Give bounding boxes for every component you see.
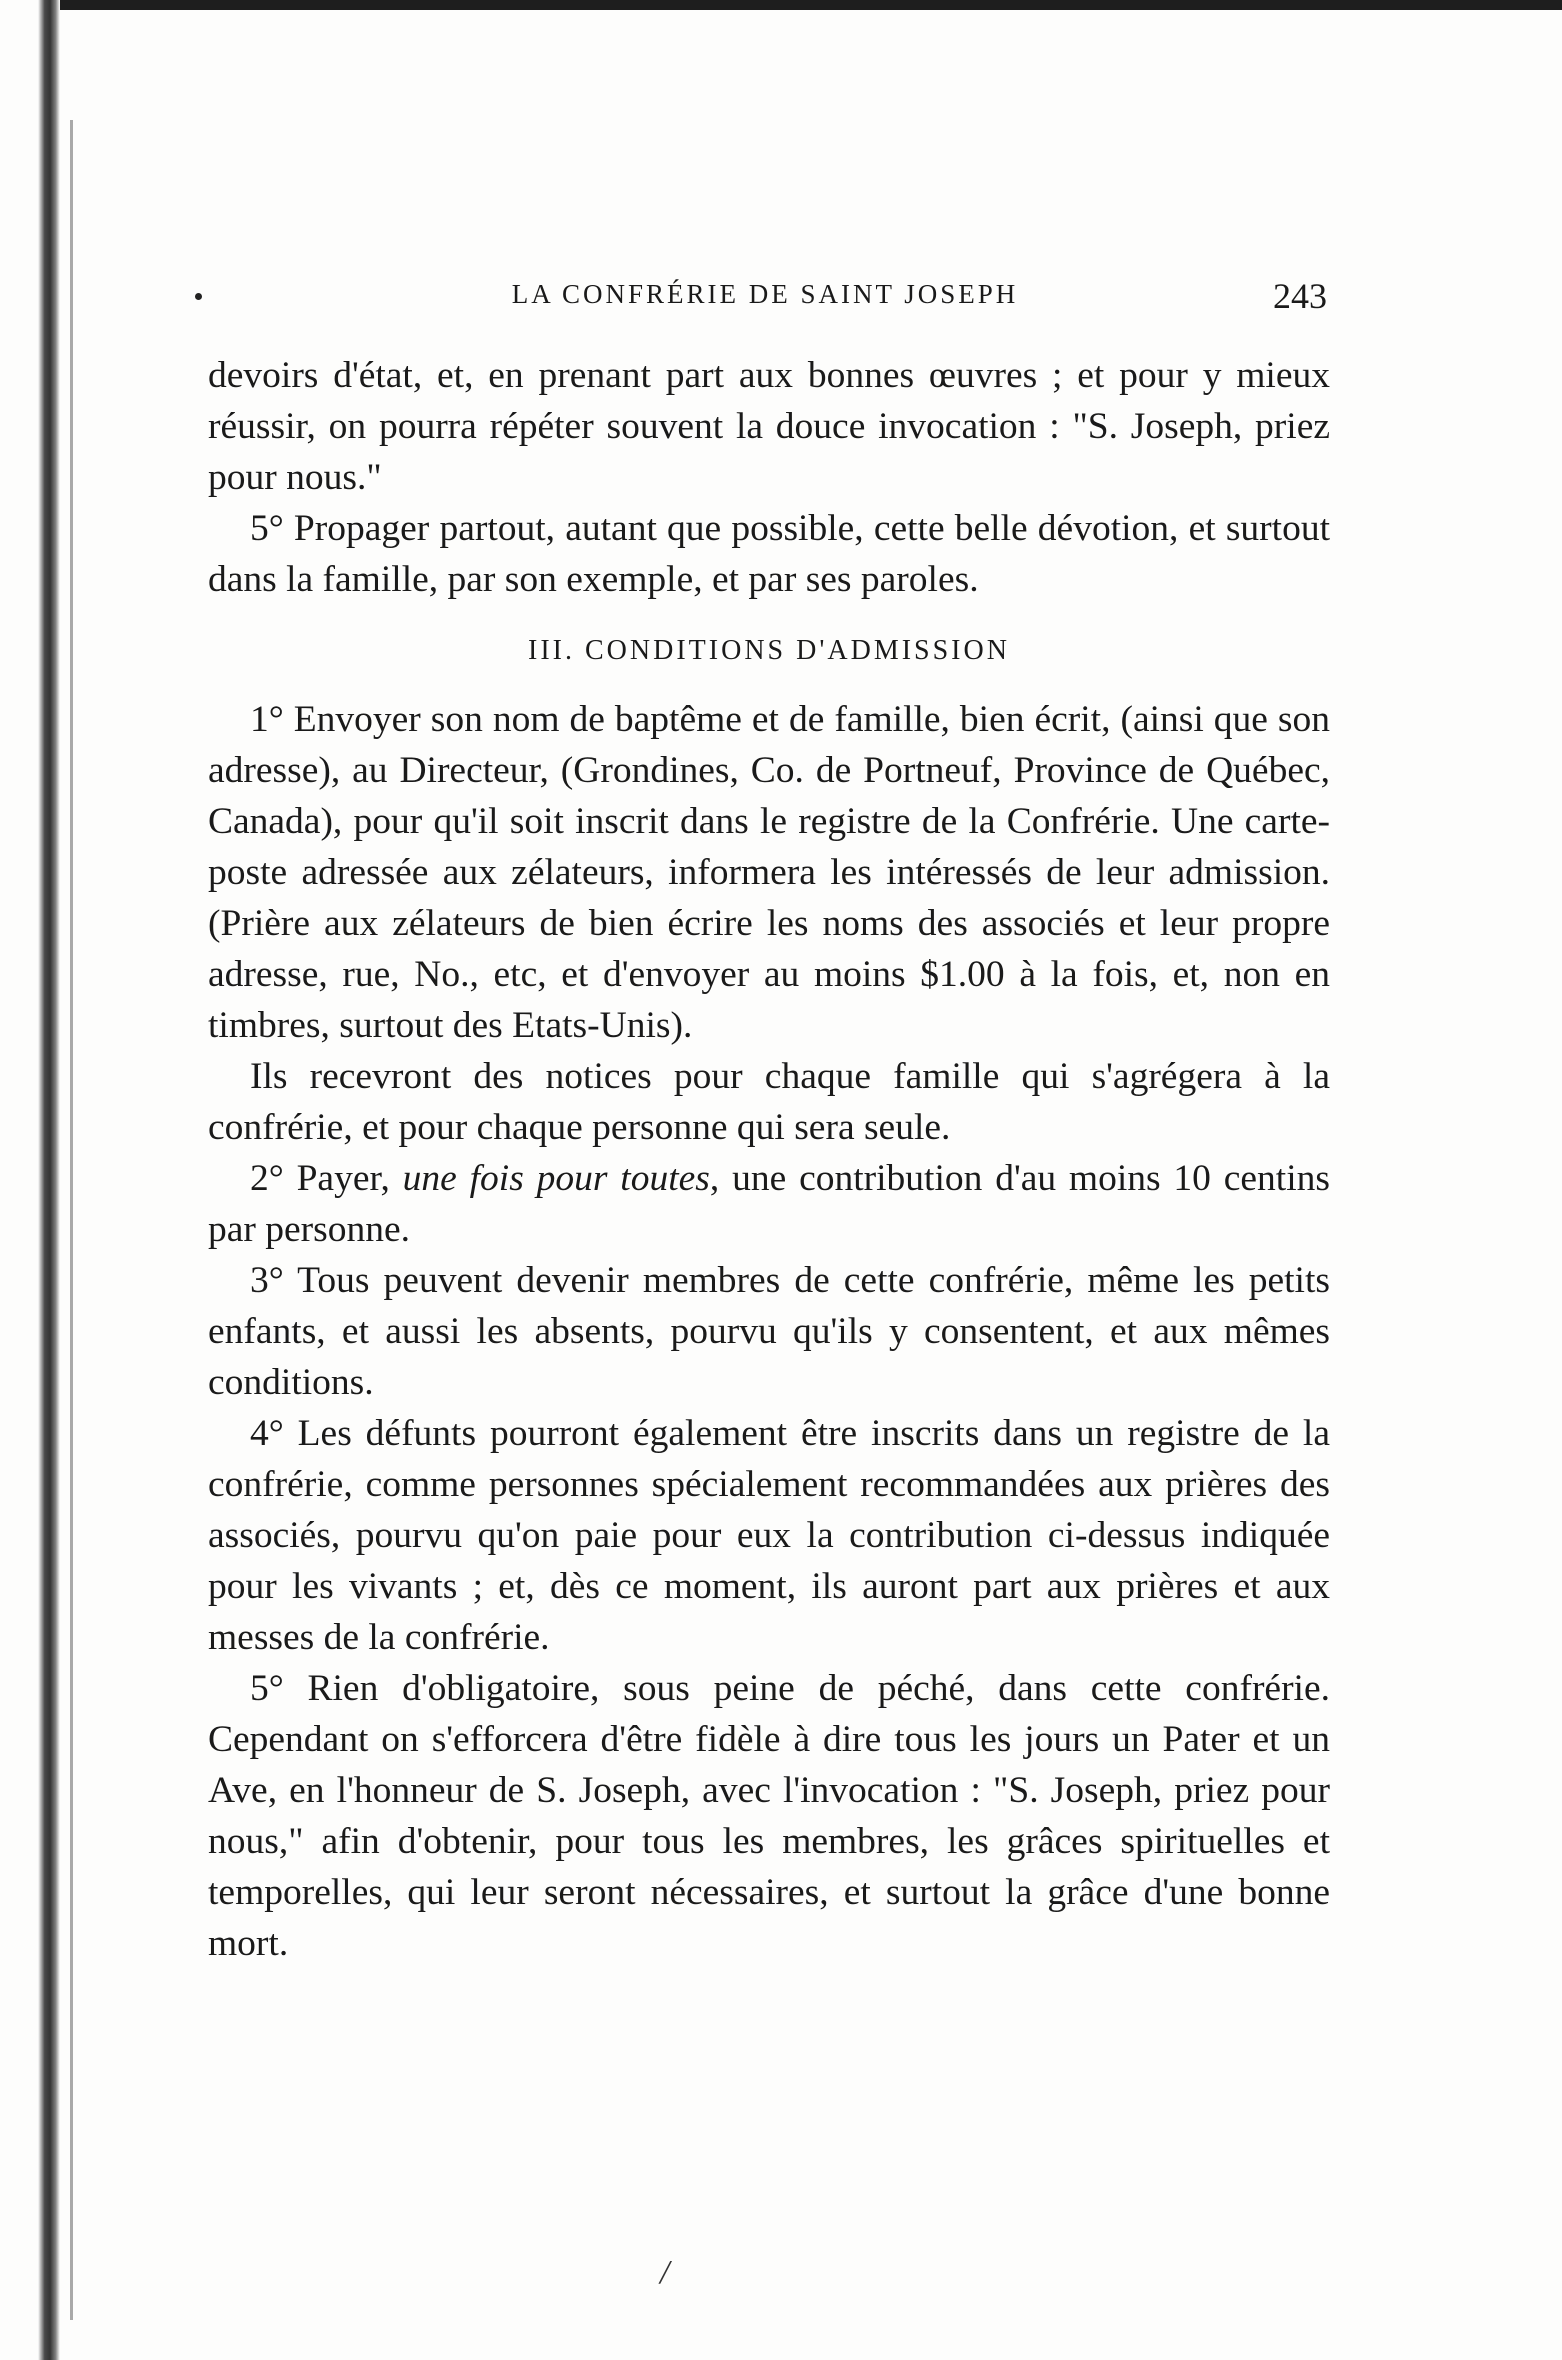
paragraph-continued: devoirs d'état, et, en prenant part aux bonnes œuvres ; et pour y mieux réussir, on pourra répéter souvent la douce invocation : "S. Joseph, priez pour nous." xyxy=(208,355,1330,498)
binding-line xyxy=(70,120,73,2320)
footer-mark: / xyxy=(660,2254,670,2291)
page-text xyxy=(208,350,1330,1969)
paragraph-item-5-propagate: 5° Propager partout, autant que possible, cette belle dévotion, et surtout dans la famille, par son exemple, et par ses paroles. xyxy=(208,508,1330,600)
top-edge-rule xyxy=(60,0,1562,10)
paragraph-condition-3: 3° Tous peuvent devenir membres de cette confrérie, même les petits enfants, et aussi les absents, pourvu qu'ils y consentent, et aux mêmes conditions. xyxy=(208,1260,1330,1403)
page-number: 243 xyxy=(1273,276,1327,316)
paragraph-condition-1: 1° Envoyer son nom de baptême et de famille, bien écrit, (ainsi que son adresse), au Directeur, (Grondines, Co. de Portneuf, Province de Québec, Canada), pour qu'il soit inscrit dans le registre de la Confrérie. Une carte-poste adressée aux zélateurs, informera les intéressés de leur admission. (Prière aux zélateurs de bien écrire les noms des associés et leur propre adresse, rue, No., etc, et d'envoyer au moins $1.00 à la fois, et, non en timbres, surtout des Etats-Unis). xyxy=(208,699,1330,1046)
paragraph-notices: Ils recevront des notices pour chaque famille qui s'agrégera à la confrérie, et pour chaque personne qui sera seule. xyxy=(208,1056,1330,1148)
paragraph-condition-4: 4° Les défunts pourront également être inscrits dans un registre de la confrérie, comme personnes spécialement recommandées aux prières des associés, pourvu qu'on paie pour eux la contribution ci-dessus indiquée pour les vivants ; et, dès ce moment, ils auront part aux prières et aux messes de la confrérie. xyxy=(208,1413,1330,1658)
paragraph-condition-5: 5° Rien d'obligatoire, sous peine de péché, dans cette confrérie. Cependant on s'efforcera d'être fidèle à dire tous les jours un Pater et un Ave, en l'honneur de S. Joseph, avec l'invocation : "S. Joseph, priez pour nous," afin d'obtenir, pour tous les membres, les grâces spirituelles et temporelles, qui leur seront nécessaires, et surtout la grâce d'une bonne mort. xyxy=(208,1668,1330,1964)
section-heading: III. CONDITIONS D'ADMISSION xyxy=(528,635,1010,666)
paragraph-condition-2 xyxy=(208,1153,1330,1255)
binding-shadow xyxy=(38,0,60,2360)
running-title: LA CONFRÉRIE DE SAINT JOSEPH xyxy=(511,279,1019,309)
page-header xyxy=(195,275,1335,325)
condition-2-prefix: 2° Payer, xyxy=(250,1158,403,1199)
condition-2-italic: une fois pour toutes xyxy=(402,1158,710,1199)
condition-2-suffix: , une contribution d'au moins 10 centins par personne. xyxy=(208,1158,1330,1250)
